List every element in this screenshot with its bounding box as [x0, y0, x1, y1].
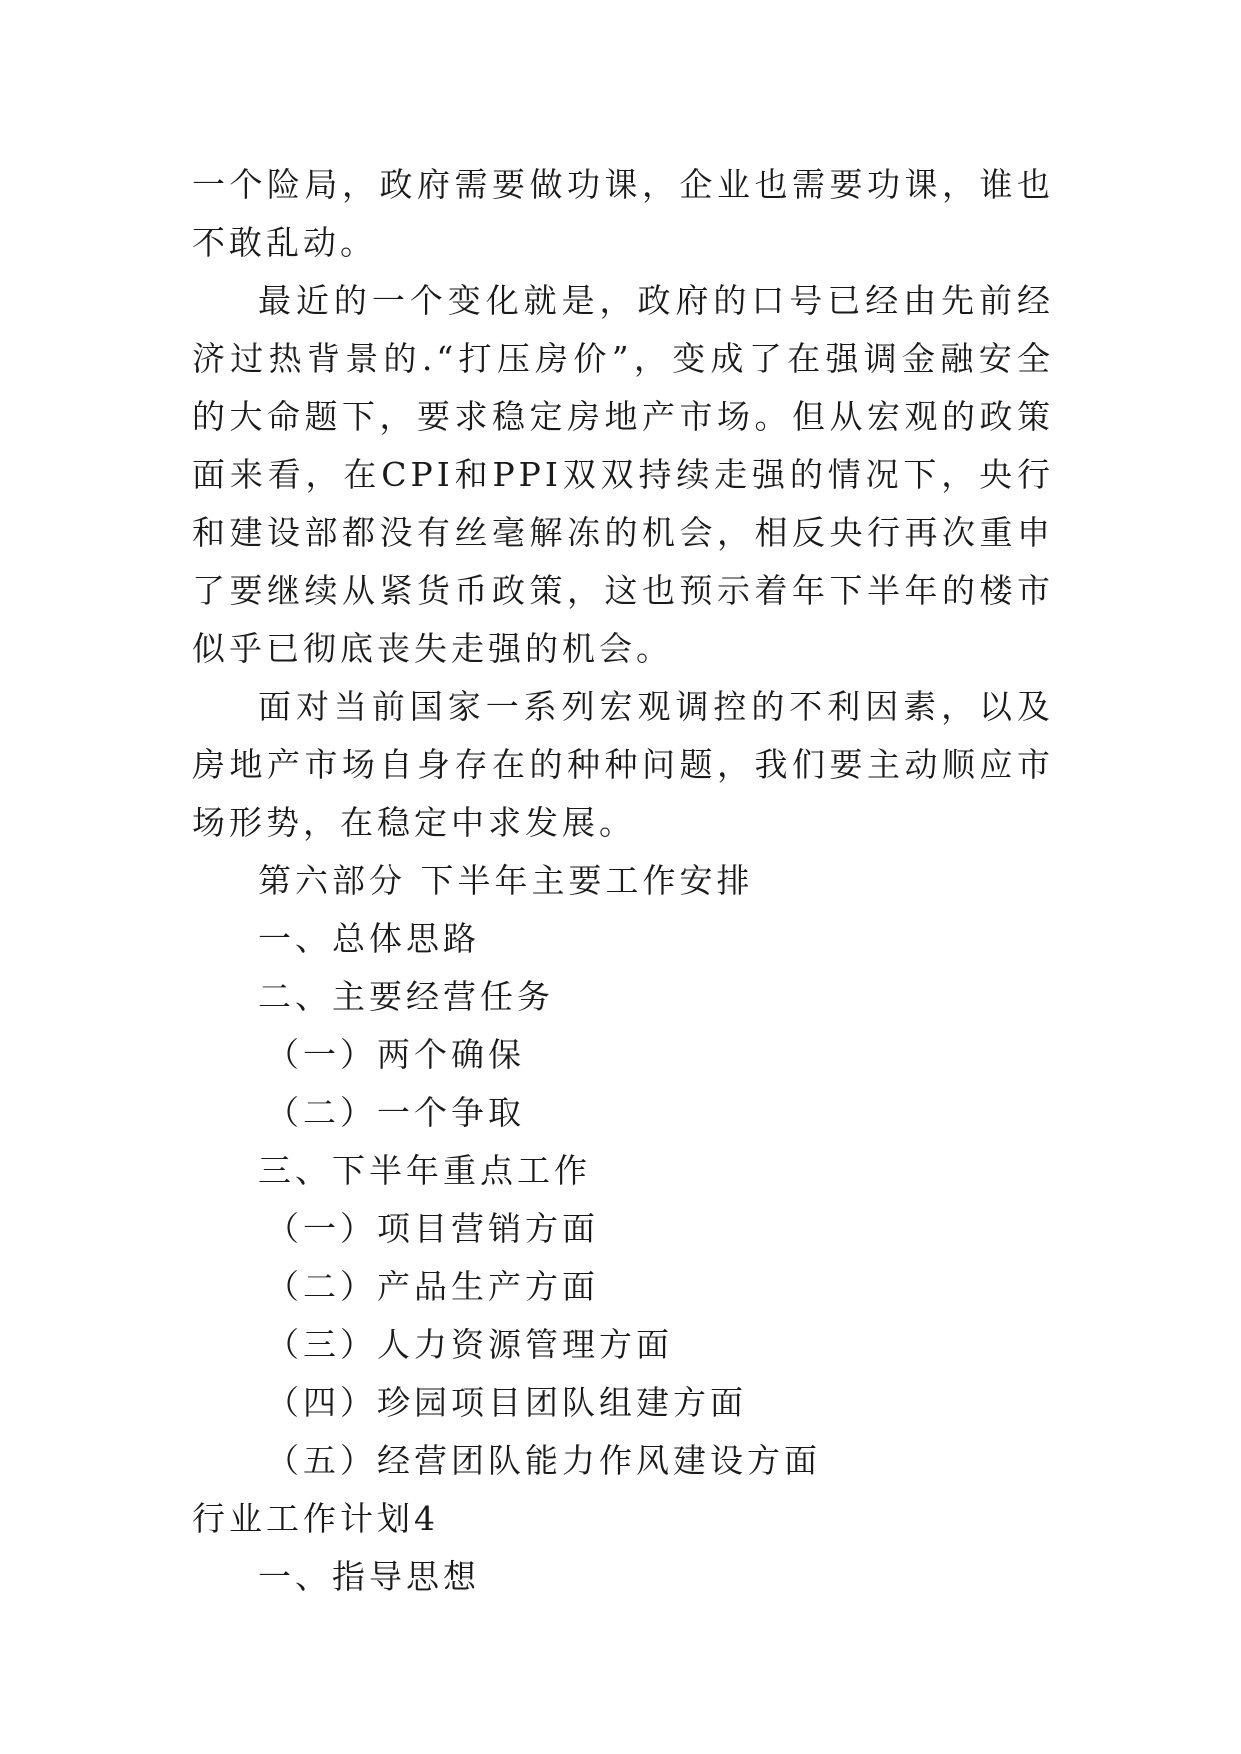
outline-item: （二）产品生产方面 — [266, 1267, 599, 1306]
paragraph-3: 面对当前国家一系列宏观调控的不利因素，以及房地产市场自身存在的种种问题，我们要主动顺应市场形势，在稳定中求发展。 — [192, 687, 1054, 842]
outline-item: 三、下半年重点工作 — [258, 1151, 591, 1190]
outline-item: （二）一个争取 — [266, 1093, 525, 1132]
paragraph-1: 一个险局，政府需要做功课，企业也需要功课，谁也不敢乱动。 — [192, 165, 1054, 262]
outline-item: 二、主要经营任务 — [258, 977, 554, 1016]
paragraph-2: 最近的一个变化就是，政府的口号已经由先前经济过热背景的.“打压房价”，变成了在强调金融安全的大命题下，要求稳定房地产市场。但从宏观的政策面来看，在CPI和PPI双双持续走强的情况下，央行和建设部都没有丝毫解冻的机会，相反央行再次重申了要继续从紧货币政策，这也预示着年下半年的楼市似乎已彻底丧失走强的机会。 — [192, 281, 1054, 668]
outline-item: （一）项目营销方面 — [266, 1209, 599, 1248]
outline-item: （四）珍园项目团队组建方面 — [266, 1383, 747, 1422]
outline-item: 一、总体思路 — [258, 919, 480, 958]
outline-item: 一、指导思想 — [258, 1557, 480, 1596]
document-heading: 行业工作计划4 — [192, 1499, 439, 1538]
outline-item: （五）经营团队能力作风建设方面 — [266, 1441, 821, 1480]
section-title: 第六部分 下半年主要工作安排 — [258, 861, 754, 900]
outline-item: （三）人力资源管理方面 — [266, 1325, 673, 1364]
outline-item: （一）两个确保 — [266, 1035, 525, 1074]
document-page — [192, 156, 1054, 1606]
